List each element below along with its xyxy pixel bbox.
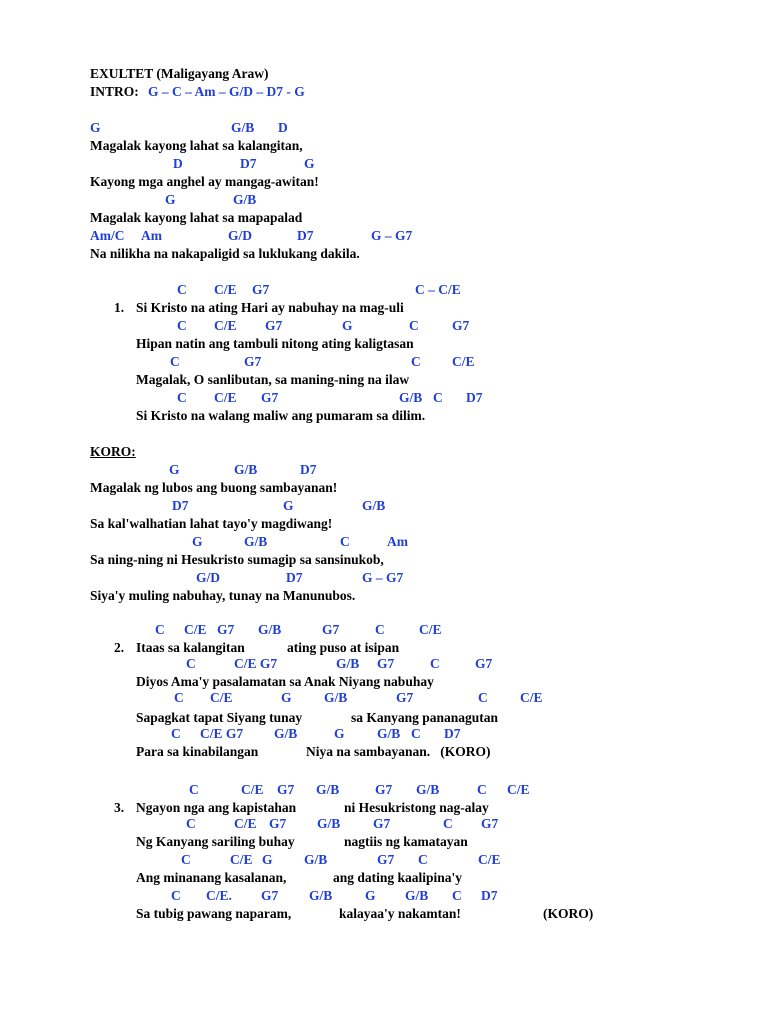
koro-label: KORO: [90, 444, 136, 459]
chord: C [174, 690, 184, 705]
chord: G7 [475, 656, 493, 671]
lyric-line: Magalak, O sanlibutan, sa maning-ning na ilaw [136, 372, 410, 387]
chord: C [155, 622, 165, 637]
chord: G [165, 192, 176, 207]
chord: C [375, 622, 385, 637]
chord: C [411, 726, 421, 741]
chord: G – G7 [362, 570, 404, 585]
chord: C [177, 318, 187, 333]
chord: C [478, 690, 488, 705]
chord: C [177, 390, 187, 405]
chord: G7 [322, 622, 340, 637]
chord: G/D [196, 570, 221, 585]
lyric-line: Kayong mga anghel ay mangag-awitan! [90, 174, 319, 189]
lyric-line: kalayaa'y nakamtan! [339, 906, 461, 921]
chord: G7 [481, 816, 499, 831]
lyric-line: Si Kristo na ating Hari ay nabuhay na mag-uli [136, 300, 404, 315]
chord: C [186, 816, 196, 831]
verse-number: 2. [114, 640, 125, 655]
chord: C/E G7 [200, 726, 244, 741]
lyric-line: ni Hesukristong nag-alay [344, 800, 489, 815]
chord: G7 [377, 656, 395, 671]
chord: C/E [214, 282, 237, 297]
chord: Am [141, 228, 162, 243]
chord: C [409, 318, 419, 333]
chord: D7 [300, 462, 317, 477]
chord: C [418, 852, 428, 867]
chord: D7 [286, 570, 303, 585]
chord: G/B [377, 726, 401, 741]
chord: G/B [244, 534, 268, 549]
chord: G/B [234, 462, 258, 477]
chord: G [342, 318, 353, 333]
chord: C/E [520, 690, 543, 705]
chord: G [169, 462, 180, 477]
lyric-line: sa Kanyang pananagutan [351, 710, 499, 725]
chord: C [430, 656, 440, 671]
chord: C – C/E [415, 282, 461, 297]
lyric-line: Ngayon nga ang kapistahan [136, 800, 297, 815]
chord: C [189, 782, 199, 797]
chord: Am [387, 534, 408, 549]
lyric-line: ating puso at isipan [287, 640, 400, 655]
verse-number: 3. [114, 800, 125, 815]
chord: G7 [269, 816, 287, 831]
lyric-line: Sa tubig pawang naparam, [136, 906, 292, 921]
chord: C/E [478, 852, 501, 867]
lyric-line: Diyos Ama'y pasalamatan sa Anak Niyang nabuhay [136, 674, 434, 689]
chord: G7 [265, 318, 283, 333]
chord: G/B [317, 816, 341, 831]
chord: C [477, 782, 487, 797]
chord: G [365, 888, 376, 903]
chord: D7 [481, 888, 498, 903]
chord: C/E [184, 622, 207, 637]
lyric-line: Magalak ng lubos ang buong sambayanan! [90, 480, 338, 495]
chord: G/B [324, 690, 348, 705]
chord: G [281, 690, 292, 705]
chord: C [186, 656, 196, 671]
chord: G/B [231, 120, 255, 135]
chord: D7 [240, 156, 257, 171]
chord: C [411, 354, 421, 369]
chord: C/E [230, 852, 253, 867]
chord: G [334, 726, 345, 741]
lyric-line: Na nilikha na nakapaligid sa luklukang dakila. [90, 246, 360, 261]
lyric-line: Magalak kayong lahat sa kalangitan, [90, 138, 303, 153]
chord: C/E [210, 690, 233, 705]
chord: G/B [274, 726, 298, 741]
chord: C/E. [206, 888, 232, 903]
chord: G7 [261, 888, 279, 903]
chord: G [304, 156, 315, 171]
chord: G7 [452, 318, 470, 333]
chord: G/B [309, 888, 333, 903]
chord: G7 [396, 690, 414, 705]
lyric-line: nagtiis ng kamatayan [344, 834, 468, 849]
chord: D7 [466, 390, 483, 405]
chord: G/B [304, 852, 328, 867]
chord: G/B [362, 498, 386, 513]
chord: G – G7 [371, 228, 413, 243]
lyric-line: Ng Kanyang sariling buhay [136, 834, 295, 849]
lyric-line: ang dating kaalipina'y [333, 870, 463, 885]
lyric-line: Itaas sa kalangitan [136, 640, 245, 655]
chord: G/B [405, 888, 429, 903]
chord: G7 [373, 816, 391, 831]
chord: G7 [244, 354, 262, 369]
chord: G/B [416, 782, 440, 797]
chord: G/B [336, 656, 360, 671]
chord: Am/C [90, 228, 125, 243]
chord: C [171, 726, 181, 741]
chord: C/E [214, 318, 237, 333]
chord: D [173, 156, 183, 171]
chord: G/B [399, 390, 423, 405]
chord: G7 [252, 282, 270, 297]
chord: C/E [419, 622, 442, 637]
koro-tag: (KORO) [543, 906, 594, 921]
chord: C [443, 816, 453, 831]
lyric-line: Hipan natin ang tambuli nitong ating kaligtasan [136, 336, 414, 351]
song-title: EXULTET (Maligayang Araw) [90, 66, 269, 81]
chord: G7 [377, 852, 395, 867]
chord: C [452, 888, 462, 903]
chord: C [177, 282, 187, 297]
lyric-line: Si Kristo na walang maliw ang pumaram sa dilim. [136, 408, 426, 423]
chord: C/E [507, 782, 530, 797]
lyric-line: Sapagkat tapat Siyang tunay [136, 710, 303, 725]
lyric-line: Para sa kinabilangan [136, 744, 259, 759]
chord: G/B [316, 782, 340, 797]
chord: G [262, 852, 273, 867]
chord: D [278, 120, 288, 135]
chord: G [283, 498, 294, 513]
chord: G/B [258, 622, 282, 637]
lyric-line: Magalak kayong lahat sa mapapalad [90, 210, 303, 225]
lyric-line: Sa kal'walhatian lahat tayo'y magdiwang! [90, 516, 333, 531]
lyric-line: Sa ning-ning ni Hesukristo sumagip sa sansinukob, [90, 552, 384, 567]
chord: C [340, 534, 350, 549]
chord: G7 [261, 390, 279, 405]
intro-chords: G – C – Am – G/D – D7 - G [148, 84, 305, 99]
intro-label: INTRO: [90, 84, 139, 99]
lyric-line: Siya'y muling nabuhay, tunay na Manunubos. [90, 588, 356, 603]
chord: C [171, 888, 181, 903]
chord: D7 [297, 228, 314, 243]
chord: C [181, 852, 191, 867]
chord: G7 [277, 782, 295, 797]
chord: G/D [228, 228, 253, 243]
lyric-line: Ang minanang kasalanan, [136, 870, 287, 885]
chord: C/E [214, 390, 237, 405]
chord: C/E [234, 816, 257, 831]
chord: G [90, 120, 101, 135]
chord: C [170, 354, 180, 369]
chord: D7 [172, 498, 189, 513]
chord: C/E [452, 354, 475, 369]
chord: D7 [444, 726, 461, 741]
chord: C/E [241, 782, 264, 797]
verse-number: 1. [114, 300, 125, 315]
chord: G [192, 534, 203, 549]
chord: C/E G7 [234, 656, 278, 671]
chord: C [433, 390, 443, 405]
chord: G7 [375, 782, 393, 797]
chord: G7 [217, 622, 235, 637]
chord: G/B [233, 192, 257, 207]
lyric-line: Niya na sambayanan. (KORO) [306, 744, 491, 759]
